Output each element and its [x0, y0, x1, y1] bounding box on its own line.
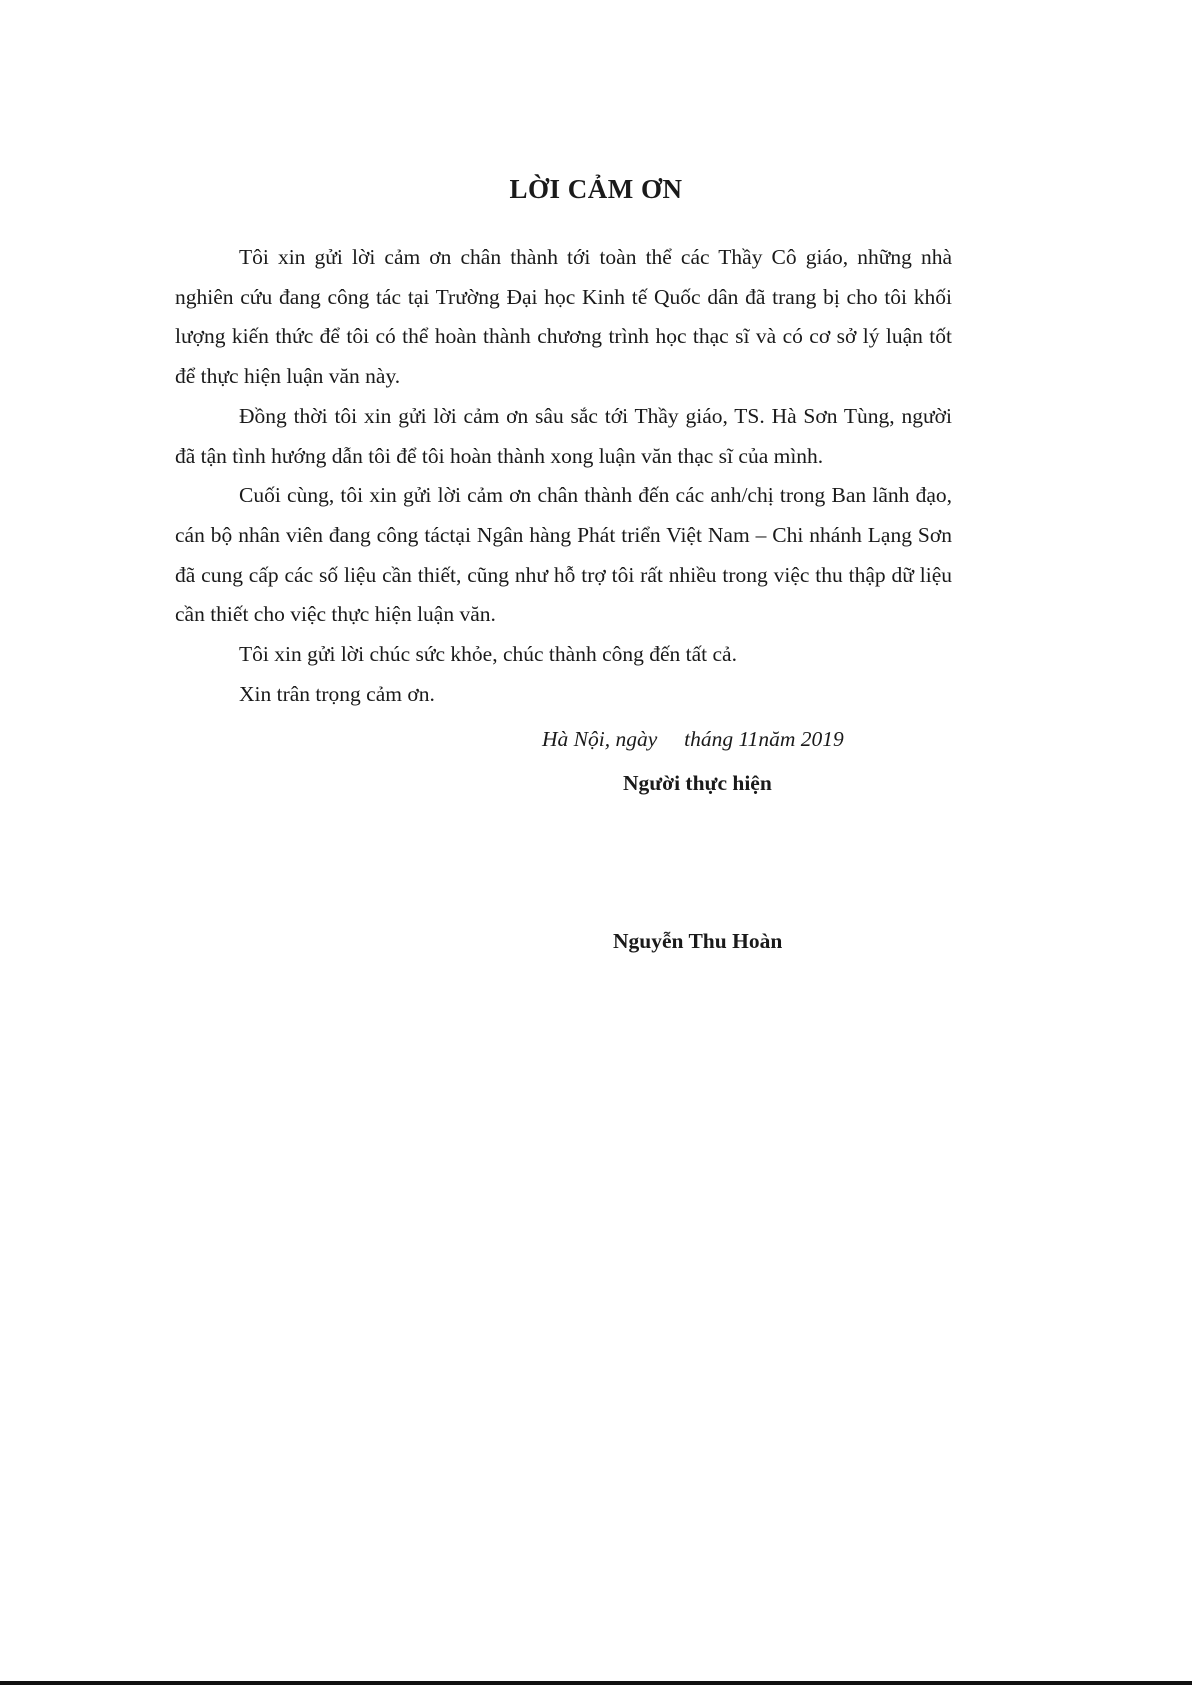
paragraph-wishes: Tôi xin gửi lời chúc sức khỏe, chúc thành công đến tất cả. [239, 642, 737, 667]
paragraph-thanks-supervisor: Đồng thời tôi xin gửi lời cảm ơn sâu sắc tới Thầy giáo, TS. Hà Sơn Tùng, người đã tận tình hướng dẫn tôi để tôi hoàn thành xong luận văn thạc sĩ của mình. [175, 403, 952, 468]
bottom-border [0, 1681, 1192, 1685]
paragraph-thanks-teachers: Tôi xin gửi lời cảm ơn chân thành tới toàn thể các Thầy Cô giáo, những nhà nghiên cứu đang công tác tại Trường Đại học Kinh tế Quốc dân đã trang bị cho tôi khối lượng kiến thức để tôi có thể hoàn thành chương trình học thạc sĩ và có cơ sở lý luận tốt để thực hiện luận văn này. [175, 245, 952, 389]
signature-date: Hà Nội, ngày tháng 11năm 2019 [542, 727, 844, 751]
signature-name: Nguyễn Thu Hoàn [613, 929, 783, 953]
page-title: LỜI CẢM ƠN [509, 174, 683, 204]
paragraph-closing: Xin trân trọng cảm ơn. [239, 681, 435, 706]
signature-role: Người thực hiện [623, 771, 772, 795]
acknowledgement-body [175, 238, 952, 714]
paragraph-thanks-bank: Cuối cùng, tôi xin gửi lời cảm ơn chân thành đến các anh/chị trong Ban lãnh đạo, cán bộ nhân viên đang công táctại Ngân hàng Phát triển Việt Nam – Chi nhánh Lạng Sơn đã cung cấp các số liệu cần thiết, cũng như hỗ trợ tôi rất nhiều trong việc thu thập dữ liệu cần thiết cho việc thực hiện luận văn. [175, 483, 952, 627]
